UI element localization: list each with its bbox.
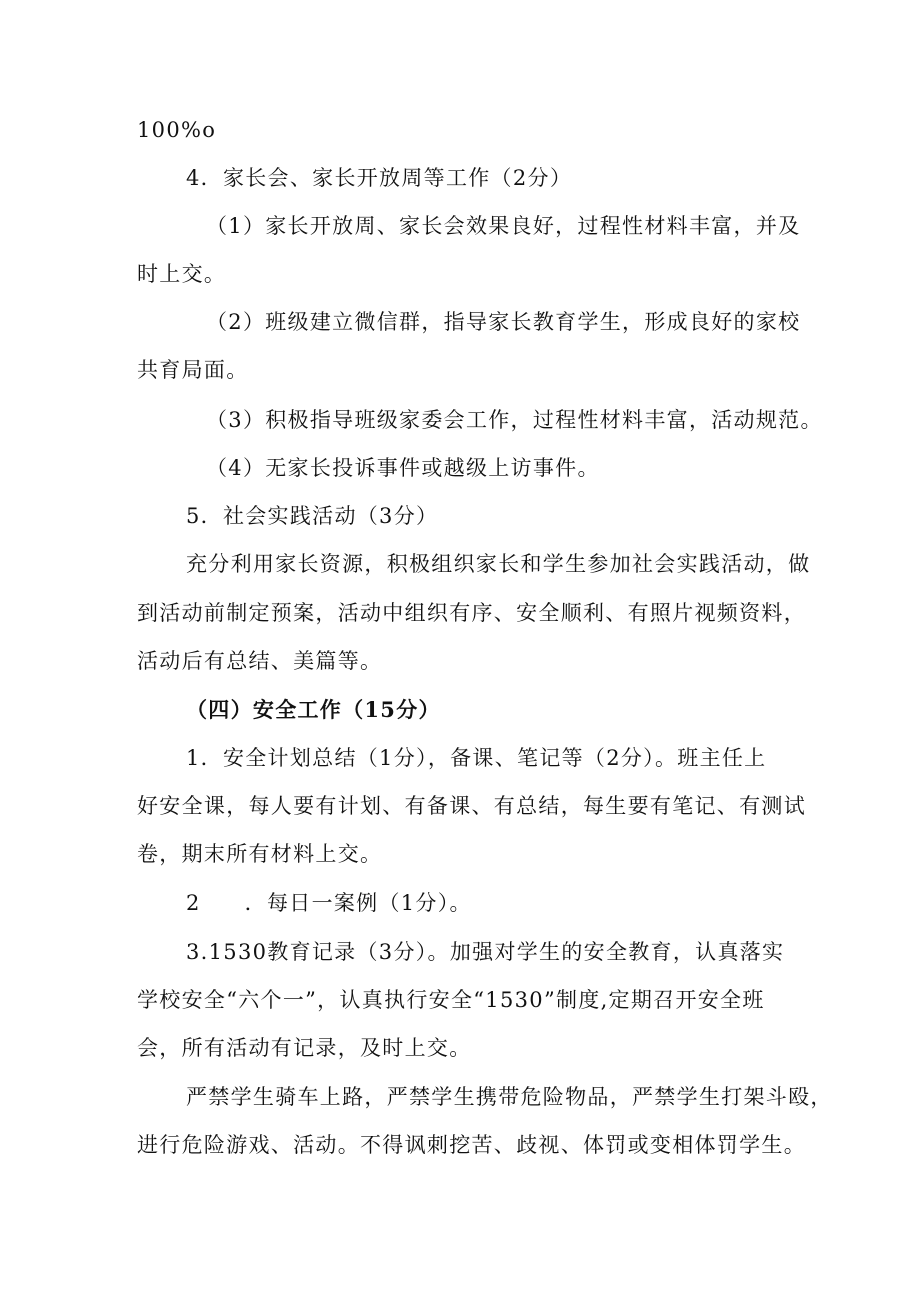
item-4-heading: 4．家长会、家长开放周等工作（2分） <box>186 166 573 190</box>
safety-item-1-line-1: 1．安全计划总结（1分），备课、笔记等（2分）。班主任上 <box>186 746 767 770</box>
safety-item-3-line-2: 学校安全“六个一”，认真执行安全“1530”制度,定期召开安全班 <box>137 988 765 1012</box>
item-4-1-line-2: 时上交。 <box>137 262 227 286</box>
safety-item-2-line <box>186 889 472 917</box>
item-5-body-line-2: 到活动前制定预案，活动中组织有序、安全顺利、有照片视频资料， <box>137 601 806 625</box>
item-5-body-line-3: 活动后有总结、美篇等。 <box>137 649 383 673</box>
item-4-2-line-2: 共育局面。 <box>137 358 249 382</box>
item-5-heading: 5．社会实践活动（3分） <box>186 504 439 528</box>
item-4-1-line-1: （1）家长开放周、家长会效果良好，过程性材料丰富，并及 <box>206 214 801 238</box>
text-line-percent: 100%o <box>137 118 217 142</box>
prohibition-line-2: 进行危险游戏、活动。不得讽刺挖苦、歧视、体罚或变相体罚学生。 <box>137 1133 806 1157</box>
item-4-3-line: （3）积极指导班级家委会工作，过程性材料丰富，活动规范。 <box>206 408 823 432</box>
safety-item-2-number: 2 <box>186 891 201 915</box>
safety-item-3-line-3: 会，所有活动有记录，及时上交。 <box>137 1036 472 1060</box>
item-4-2-line-1: （2）班级建立微信群，指导家长教育学生，形成良好的家校 <box>206 310 801 334</box>
safety-item-1-line-2: 好安全课，每人要有计划、有备课、有总结，每生要有笔记、有测试 <box>137 794 806 818</box>
section-4-heading: （四）安全工作（15分） <box>186 697 441 722</box>
prohibition-line-1: 严禁学生骑车上路，严禁学生携带危险物品，严禁学生打架斗殴， <box>186 1085 833 1109</box>
safety-item-1-line-3: 卷，期末所有材料上交。 <box>137 842 383 866</box>
safety-item-3-line-1: 3.1530教育记录（3分）。加强对学生的安全教育，认真落实 <box>186 940 785 964</box>
safety-item-2-text: ．每日一案例（1分）。 <box>244 891 472 915</box>
item-4-4-line: （4）无家长投诉事件或越级上访事件。 <box>206 456 600 480</box>
item-5-body-line-1: 充分利用家长资源，积极组织家长和学生参加社会实践活动，做 <box>186 552 811 576</box>
